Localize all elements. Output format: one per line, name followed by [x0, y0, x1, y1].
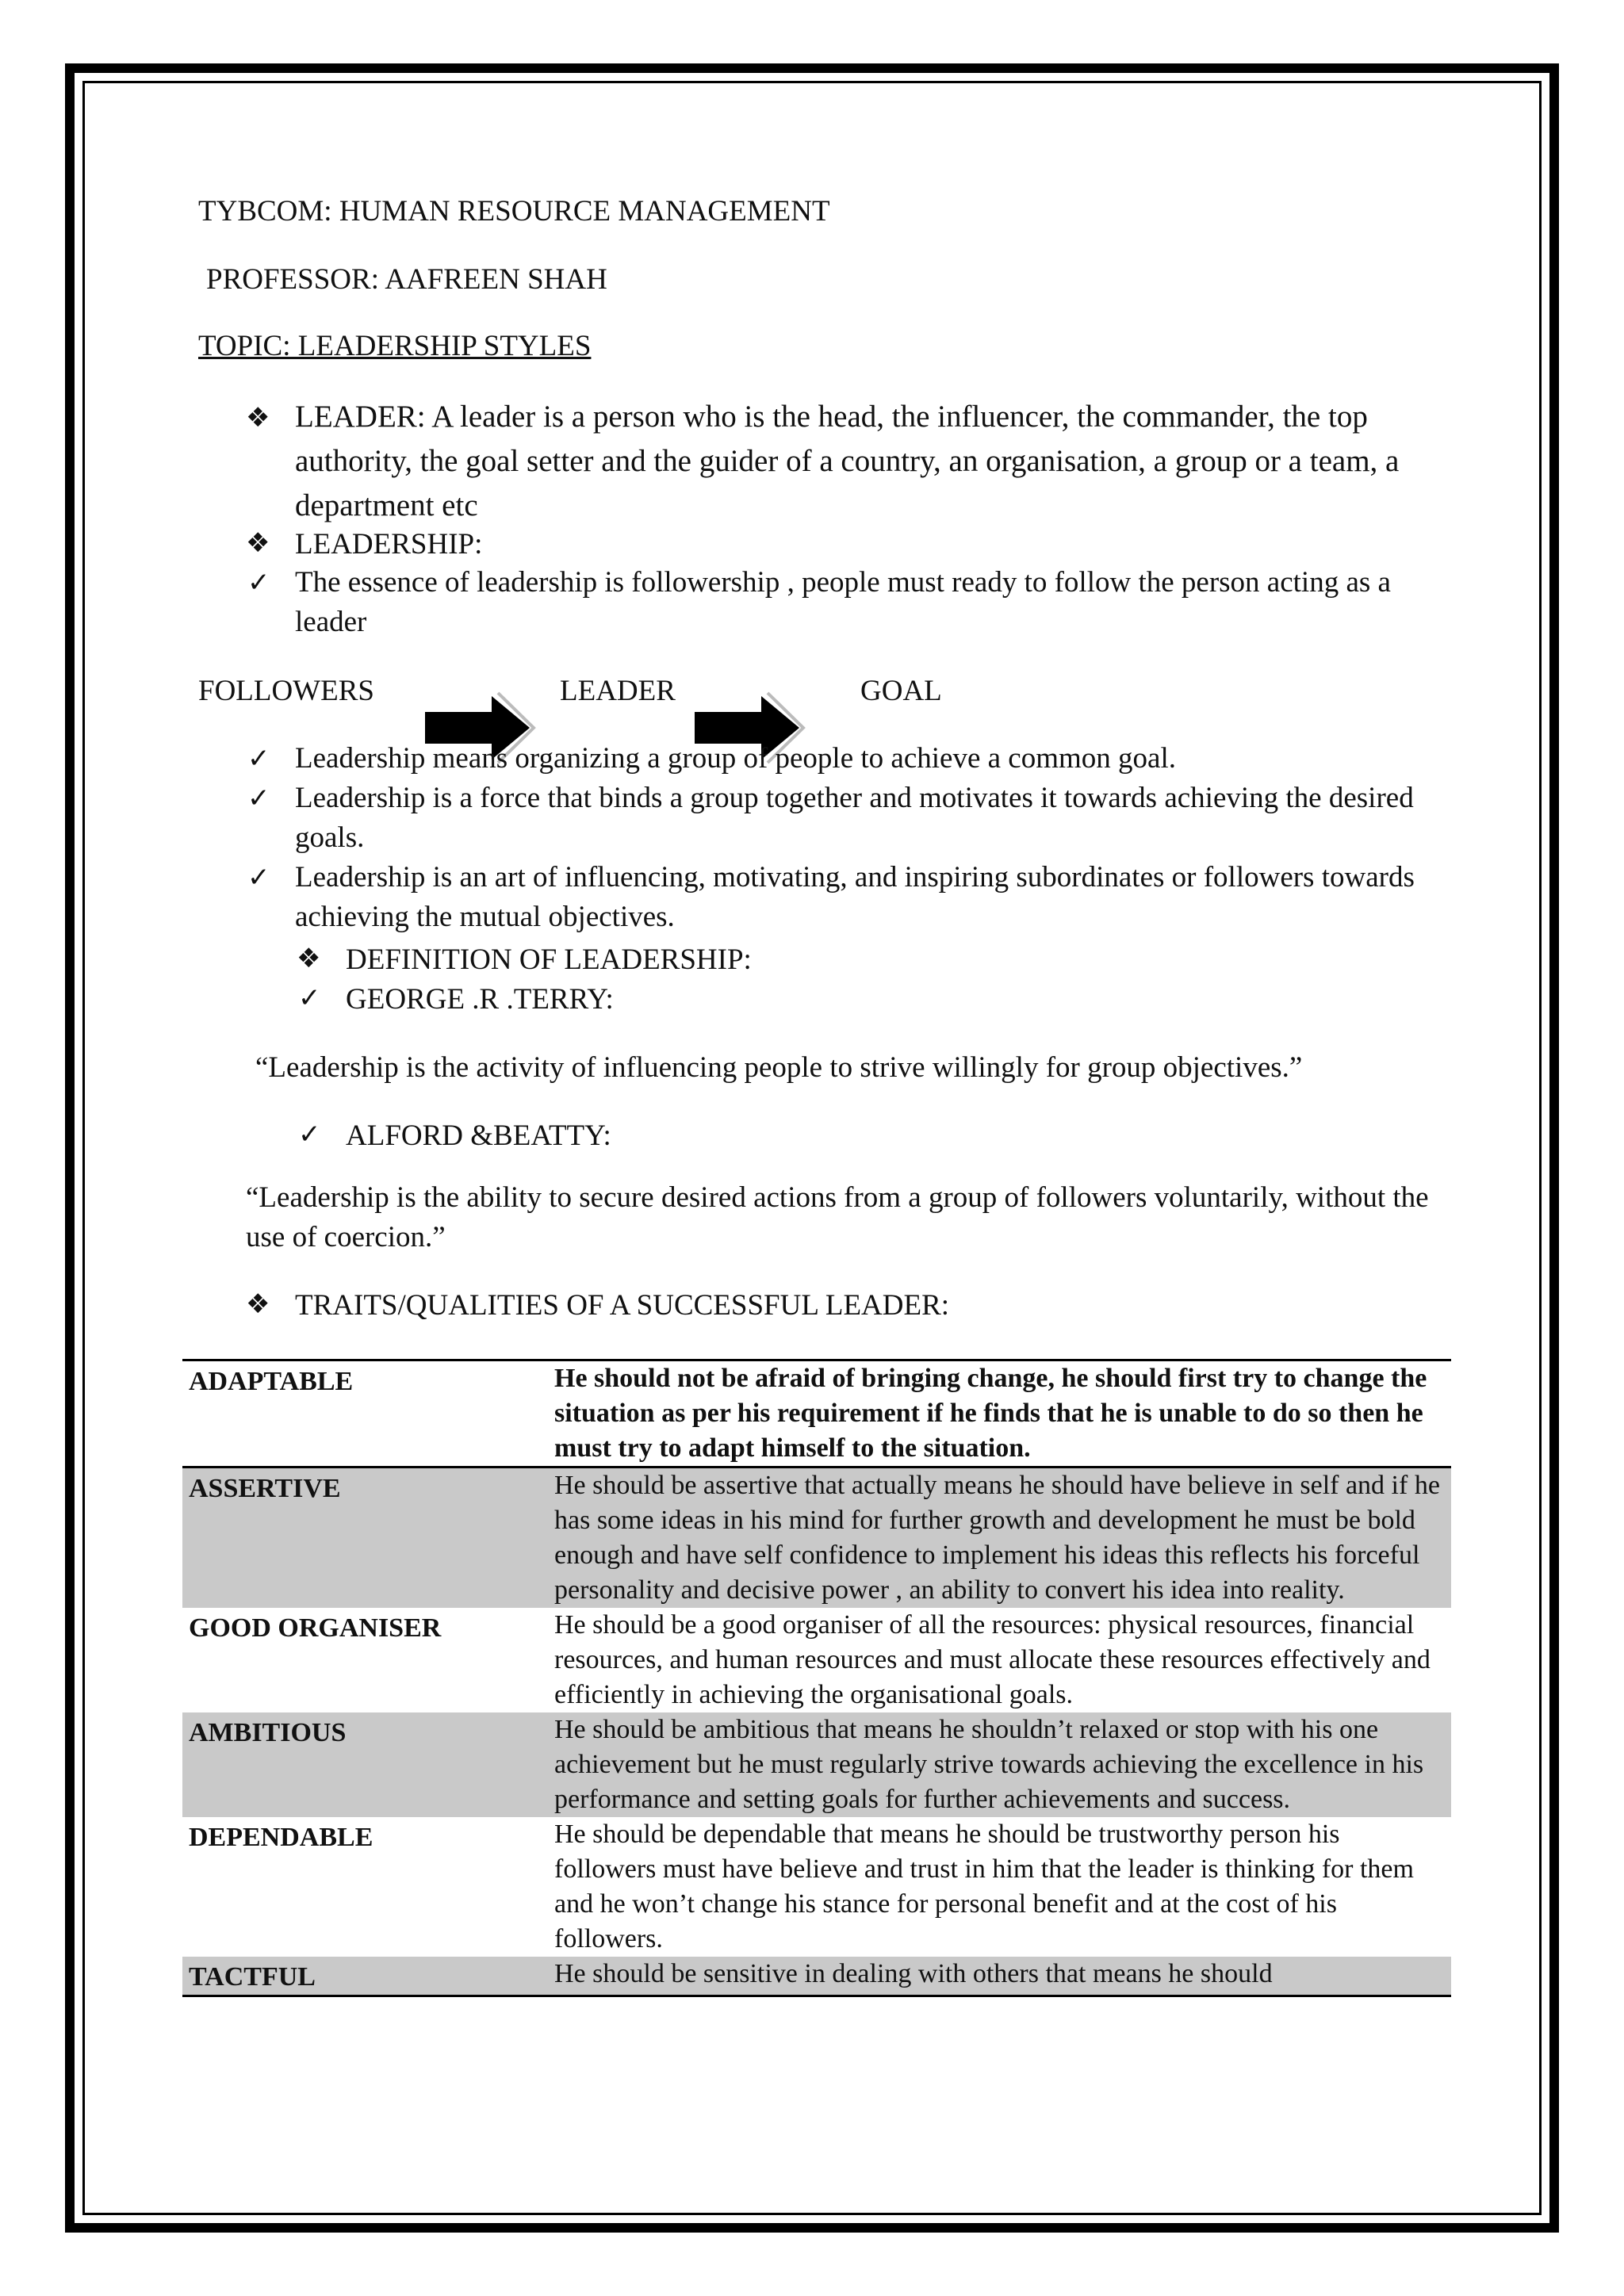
essence-text: The essence of leadership is followership , people must ready to follow the person acting as a leader [295, 566, 1391, 638]
flow-followers: FOLLOWERS [198, 675, 374, 707]
point-2: Leadership is a force that binds a group together and motivates it towards achieving the desired goals. [295, 782, 1414, 854]
trait-description: He should be dependable that means he should be trustworthy person his followers must have believe and trust in him that the leader is thinking for them and he won’t change his stance for personal benefit and at the cost of his followers. [554, 1820, 1414, 1954]
trait-description: He should not be afraid of bringing change, he should first try to change the situation as per his requirement if he finds that he is unable to do so then he must try to adapt himself to the situation. [548, 1360, 1451, 1468]
flow-goal: GOAL [860, 675, 942, 707]
trait-description: He should be assertive that actually means he should have believe in self and if he has some ideas in his mind for further growth and development he must be bold enough and have self confidence to implement his ideas this reflects his forceful personality and decisive power , an ability to convert his idea into reality. [548, 1468, 1451, 1609]
trait-description: He should be sensitive in dealing with others that means he should [548, 1957, 1451, 1996]
check-bullet-icon: ✓ [247, 783, 270, 814]
table-row [182, 1468, 1451, 1609]
traits-table [182, 1359, 1451, 1997]
traits-heading: TRAITS/QUALITIES OF A SUCCESSFUL LEADER: [295, 1289, 950, 1322]
trait-description: He should be ambitious that means he shouldn’t relaxed or stop with his one achievement but he must regularly strive towards achieving the excellence in his performance and setting goals for further achievements and success. [548, 1712, 1451, 1817]
point-1: Leadership means organizing a group of people to achieve a common goal. [295, 742, 1176, 775]
trait-name: ASSERTIVE [182, 1468, 548, 1609]
topic-line: TOPIC: LEADERSHIP STYLES [198, 330, 592, 362]
diamond-bullet-icon: ❖ [246, 527, 270, 559]
diamond-bullet-icon: ❖ [246, 1288, 270, 1320]
table-row [182, 1712, 1451, 1817]
table-row [182, 1608, 1451, 1712]
trait-name: GOOD ORGANISER [189, 1613, 442, 1643]
trait-name: ADAPTABLE [182, 1360, 548, 1468]
table-row [182, 1957, 1451, 1996]
check-bullet-icon: ✓ [247, 567, 270, 599]
point-3: Leadership is an art of influencing, motivating, and inspiring subordinates or followers towards achieving the mutual objectives. [295, 861, 1415, 933]
check-bullet-icon: ✓ [247, 743, 270, 775]
alford-quote: “Leadership is the ability to secure desired actions from a group of followers voluntarily, without the use of coercion.” [246, 1181, 1429, 1253]
leadership-heading: LEADERSHIP: [295, 528, 483, 561]
terry-name: GEORGE .R .TERRY: [346, 983, 614, 1016]
professor-line: PROFESSOR: AAFREEN SHAH [206, 263, 607, 296]
check-bullet-icon: ✓ [298, 1119, 321, 1150]
trait-name: AMBITIOUS [182, 1712, 548, 1817]
course-title: TYBCOM: HUMAN RESOURCE MANAGEMENT [198, 195, 830, 228]
table-row [182, 1360, 1451, 1468]
alford-name: ALFORD &BEATTY: [346, 1119, 611, 1152]
check-bullet-icon: ✓ [298, 982, 321, 1014]
diamond-bullet-icon: ❖ [246, 402, 270, 434]
trait-name: TACTFUL [182, 1957, 548, 1996]
flow-leader: LEADER [560, 675, 676, 707]
definition-heading: DEFINITION OF LEADERSHIP: [346, 943, 752, 976]
trait-description: He should be a good organiser of all the resources: physical resources, financial resources, and human resources and must allocate these resources effectively and efficiently in achieving the organisational goals. [554, 1610, 1431, 1709]
leader-definition: LEADER: A leader is a person who is the head, the influencer, the commander, the top authority, the goal setter and the guider of a country, an organisation, a group or a team, a department etc [295, 400, 1400, 522]
terry-quote: “Leadership is the activity of influencing people to strive willingly for group objectives.” [255, 1051, 1303, 1084]
trait-name: DEPENDABLE [189, 1823, 373, 1852]
diamond-bullet-icon: ❖ [297, 943, 321, 974]
check-bullet-icon: ✓ [247, 862, 270, 894]
table-row [182, 1817, 1451, 1957]
